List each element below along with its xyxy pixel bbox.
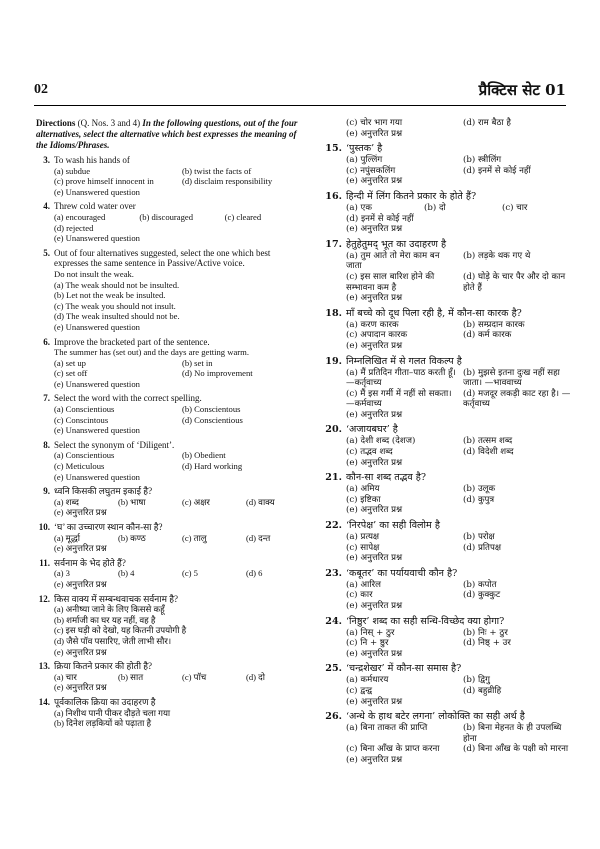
option: (b) तत्सम शब्द [463, 436, 513, 447]
question-number: 12. [38, 593, 50, 604]
option: (c) बिना आँख के प्राप्त करना [346, 744, 440, 755]
option: (e) Unanswered question [54, 471, 140, 482]
question-stem: Select the synonym of ‘Diligent’. [54, 439, 175, 450]
question-item [36, 337, 304, 390]
option: (d) The weak insulted should not be. [54, 311, 180, 322]
question-sentence: Do not insult the weak. [54, 268, 134, 279]
question-header [316, 616, 574, 628]
option: (b) दो [424, 202, 446, 213]
option: (a) एक [346, 202, 372, 213]
question-header [36, 522, 304, 533]
option: (a) अमिय [346, 484, 380, 495]
option: (c) Meticulous [54, 461, 105, 472]
option: (c) नि + ष्ठुर [346, 638, 389, 649]
options-grid [54, 672, 304, 693]
question-stem: ‘निरपेक्ष’ का सही विलोम है [346, 520, 440, 532]
options-grid [346, 155, 574, 187]
question-number: 17. [325, 238, 342, 250]
option: (d) प्रतिपक्ष [463, 542, 501, 553]
option: (d) इनमें से कोई नहीं [463, 165, 531, 176]
option: (c) prove himself innocent in [54, 176, 154, 187]
option: (e) अनुत्तरित प्रश्न [346, 601, 403, 611]
option: (c) इस साल बारिश होने की सम्भावना कम है [346, 271, 435, 293]
question-item [36, 440, 304, 482]
question-number: 20. [325, 424, 342, 436]
option: (e) अनुत्तरित प्रश्न [346, 224, 403, 235]
option: (b) द्विगु [463, 675, 490, 686]
option: (c) तद्भव शब्द [346, 447, 393, 458]
option: (a) करण कारक [346, 319, 399, 330]
options-grid [346, 723, 574, 765]
question-item [36, 522, 304, 554]
option: (a) तुम आते तो मेरा काम बन जाता [346, 250, 440, 272]
option: (d) 6 [246, 568, 263, 579]
question-header [316, 663, 574, 675]
option: (e) अनुत्तरित प्रश्न [346, 505, 403, 516]
question-header [36, 661, 304, 672]
question-header [36, 337, 304, 348]
option: (c) द्वन्द्व [346, 685, 373, 696]
option: (d) घोड़े के चार पैर और दो कान होते हैं [463, 271, 566, 293]
question-header [36, 201, 304, 212]
option: (d) disclaim responsibility [182, 176, 273, 187]
question-stem: पूर्वकालिक क्रिया का उदाहरण है [54, 696, 156, 707]
right-question-list [316, 143, 574, 765]
option: (b) दिनेश लड़कियों को पढ़ाता है [54, 718, 152, 729]
question-number: 22. [325, 520, 342, 532]
question-header [316, 356, 574, 368]
question-item [36, 486, 304, 518]
question-number: 9. [43, 486, 50, 497]
options-grid [346, 580, 574, 612]
question-item [316, 568, 574, 612]
question-number: 19. [325, 355, 342, 367]
option: (a) कर्मधारय [346, 675, 389, 686]
question-item [316, 239, 574, 304]
option: (b) कण्ठ [118, 532, 146, 543]
option: (c) पॉच [182, 671, 207, 682]
option: (e) अनुत्तरित प्रश्न [54, 682, 107, 693]
option: (e) अनुत्तरित प्रश्न [346, 648, 403, 659]
options-grid [54, 358, 304, 390]
option: (b) लड़के थक गए थे [463, 250, 531, 261]
option: (e) अनुत्तरित प्रश्न [54, 646, 107, 657]
options-grid [346, 118, 574, 139]
option: (b) निः + ठुर [463, 627, 508, 638]
question-number: 24. [325, 615, 342, 627]
option: (a) बिना ताकत की प्राप्ति [346, 723, 428, 734]
option: (b) उलूक [463, 484, 496, 495]
option: (c) set off [54, 368, 88, 379]
question-sentence: The summer has (set out) and the days are getting warm. [54, 347, 249, 358]
question-stem: माँ बच्चे को दूध पिला रही है, में कौन-सा कारक है? [346, 307, 522, 319]
option: (c) cleared [224, 211, 262, 222]
question-header [316, 308, 574, 320]
option: (c) तालु [182, 532, 207, 543]
option: (d) rejected [54, 222, 94, 233]
option: (a) मूर्द्धा [54, 532, 80, 543]
options-grid [346, 675, 574, 707]
options-grid [54, 533, 304, 554]
option: (a) देशी शब्द (देशज) [346, 436, 416, 447]
question-item [36, 661, 304, 693]
option: (e) अनुत्तरित प्रश्न [346, 340, 403, 351]
option: (d) निष्ठ् + उर [463, 638, 511, 649]
question-stem: हिन्दी में लिंग कितने प्रकार के होते हैं? [346, 190, 477, 202]
question-header [316, 711, 574, 723]
options-grid [346, 203, 574, 235]
question-number: 26. [325, 711, 342, 723]
option: (d) बिना आँख के पक्षी को मारना [463, 744, 569, 755]
option: (e) अनुत्तरित प्रश्न [346, 293, 403, 304]
option: (e) अनुत्तरित प्रश्न [346, 553, 403, 564]
question-header [36, 558, 304, 569]
question-number: 21. [325, 472, 342, 484]
question-stem: ‘चन्द्रशेखर’ में कौन-सा समास है? [346, 663, 462, 675]
option: (b) discouraged [139, 211, 194, 222]
option: (c) चोर भाग गया [346, 118, 403, 128]
options-grid [54, 497, 304, 518]
page-header [34, 80, 566, 102]
question-stem: To wash his hands of [54, 155, 130, 165]
option: (e) अनुत्तरित प्रश्न [54, 578, 107, 589]
option: (e) अनुत्तरित प्रश्न [346, 754, 403, 765]
question-stem: ‘घ’ का उच्चारण स्थान कौन-सा है? [54, 522, 163, 532]
option: (a) encouraged [54, 211, 106, 222]
question-header [36, 393, 304, 404]
question-item [316, 663, 574, 707]
option: (d) कर्म कारक [463, 330, 512, 341]
option: (c) अपादान कारक [346, 330, 408, 341]
option: (a) शब्द [54, 496, 79, 507]
option: (b) भाषा [118, 496, 146, 507]
option: (b) सात [118, 671, 144, 682]
directions [36, 118, 304, 151]
option: (d) इनमें से कोई नहीं [346, 213, 414, 224]
question-stem: सर्वनाम के भेद होते हैं? [54, 557, 126, 568]
question-item [36, 697, 304, 729]
header-rule [34, 105, 566, 106]
question-item [36, 248, 304, 333]
option: (d) दो [246, 671, 265, 682]
options-grid [346, 320, 574, 352]
option: (c) नपुंसकलिंग [346, 165, 396, 176]
option: (d) No improvement [182, 368, 253, 379]
option: (e) अनुत्तरित प्रश्न [346, 409, 403, 420]
options-grid [346, 484, 574, 516]
question-stem: Select the word with the correct spelling. [54, 393, 202, 404]
question-item [36, 393, 304, 435]
question-number: 16. [325, 190, 342, 202]
question-stem: Out of four alternatives suggested, select the one which best expresses the same sentence in Passive/Active voice. [54, 247, 271, 269]
options-grid [54, 404, 304, 436]
left-column [36, 118, 304, 733]
question-number: 11. [39, 557, 50, 568]
question-stem: ‘निष्ठुर’ शब्द का सही सन्धि-विच्छेद क्या होगा? [346, 615, 505, 627]
option: (d) Hard working [182, 461, 243, 472]
question-item [316, 191, 574, 235]
option: (c) चार [502, 202, 528, 213]
option: (a) अनीष्या जाने के लिए किससे कहूँ [54, 604, 165, 615]
option: (c) अक्षर [182, 496, 210, 507]
question-number: 18. [325, 307, 342, 319]
option: (d) विदेशी शब्द [463, 447, 514, 458]
question-item [316, 356, 574, 421]
option: (b) मुझसे इतना दुःख नहीं सहा जाता। —भाववाच्य [463, 367, 560, 389]
question-item [316, 308, 574, 352]
question-stem: ‘अन्धे के हाथ बटेर लगना’ लोकोक्ति का सही अर्थ है [346, 711, 525, 723]
options-grid [346, 628, 574, 660]
question-stem: Threw cold water over [54, 201, 136, 212]
question-header [316, 472, 574, 484]
option: (e) अनुत्तरित प्रश्न [54, 543, 107, 554]
question-stem: ‘पुस्तक’ है [346, 143, 383, 155]
question-header [316, 143, 574, 155]
question-header [36, 248, 304, 269]
question-number: 25. [325, 663, 342, 675]
option: (e) अनुत्तरित प्रश्न [54, 507, 107, 518]
question-number: 13. [38, 661, 50, 672]
question-item [316, 424, 574, 468]
options-grid [54, 212, 304, 244]
options-grid [54, 166, 304, 198]
question-stem: ‘अजायबघर’ है [346, 424, 398, 436]
question-header [36, 594, 304, 605]
option: (e) अनुत्तरित प्रश्न [346, 176, 403, 187]
left-question-list [36, 155, 304, 729]
question-item [36, 201, 304, 243]
question-header [316, 191, 574, 203]
right-column [316, 118, 574, 770]
option: (e) Unanswered question [54, 378, 140, 389]
options-grid [346, 532, 574, 564]
question-stem: ‘कबूतर’ का पर्यायवाची कौन है? [346, 567, 458, 579]
option: (b) 4 [118, 568, 135, 579]
option: (a) set up [54, 357, 86, 368]
question-number: 8. [43, 439, 50, 450]
options-grid [54, 450, 304, 482]
options-grid [346, 436, 574, 468]
option: (a) subdue [54, 165, 91, 176]
question-number: 15. [325, 143, 342, 155]
question-stem: क्रिया कितने प्रकार की होती है? [54, 661, 153, 672]
option: (d) मजदूर लकड़ी काट रहा है। —कर्तृवाच्य [463, 388, 571, 410]
option: (c) Conscintous [54, 414, 109, 425]
option: (d) कुक्कुट [463, 590, 501, 601]
question-header [316, 424, 574, 436]
question-number: 3. [43, 155, 50, 165]
directions-label: Directions [36, 118, 76, 128]
question-header [36, 697, 304, 708]
option: (b) शर्माजी का घर यह नहीं, वह है [54, 614, 156, 625]
option: (b) कपोत [463, 579, 497, 590]
option: (d) राम बैठा है [463, 118, 511, 128]
option: (b) set in [182, 357, 213, 368]
option: (d) जैसे पॉव पसारिए, जेती लाभी सौर। [54, 635, 172, 646]
page-title: प्रैक्टिस सेट 01 [478, 81, 566, 99]
option: (a) पुल्लिंग [346, 155, 383, 166]
option: (b) Conscientous [182, 404, 241, 415]
option: (c) कार [346, 590, 373, 601]
option: (b) twist the facts of [182, 165, 252, 176]
options-grid [346, 368, 574, 421]
question-number: 7. [43, 393, 50, 404]
option: (a) Conscientious [54, 450, 115, 461]
question-header [316, 520, 574, 532]
question-item [316, 143, 574, 187]
options-grid [54, 280, 304, 333]
option: (c) The weak you should not insult. [54, 300, 176, 311]
option: (d) दन्त [246, 532, 271, 543]
question-stem: निम्नलिखित में से गलत विकल्प है [346, 355, 462, 367]
option: (a) आरिल [346, 579, 381, 590]
option: (b) Obedient [182, 450, 226, 461]
option: (e) अनुत्तरित प्रश्न [346, 457, 403, 468]
option: (a) निस् + ठुर [346, 627, 395, 638]
option: (d) बहुव्रीहि [463, 685, 502, 696]
option: (b) सम्प्रदान कारक [463, 319, 525, 330]
question-number: 5. [43, 247, 50, 258]
question-stem: Improve the bracketed part of the sentence. [54, 336, 210, 347]
options-grid [54, 568, 304, 589]
option: (a) निशीथ पानी पीकर दौड़ते चला गया [54, 707, 171, 718]
option: (c) मैं इस गर्मी में नहीं सो सकता। —कर्मवाच्य [346, 388, 452, 410]
option: (e) अनुत्तरित प्रश्न [346, 128, 403, 139]
option: (e) Unanswered question [54, 186, 140, 197]
option: (b) स्त्रीलिंग [463, 155, 502, 166]
options-grid [346, 251, 574, 304]
option: (b) बिना मेहनत के ही उपलब्धि होना [463, 723, 562, 744]
question-item [36, 558, 304, 590]
directions-text: In the following questions, out of the four alternatives, select the alternative which best expresses the meaning of the Idioms/Phrases. [36, 118, 298, 150]
question-continued [316, 118, 574, 139]
question-stem: ध्वनि किसकी लघुतम इकाई है? [54, 486, 153, 497]
question-number: 23. [325, 567, 342, 579]
question-item [316, 711, 574, 765]
option: (d) Conscientious [182, 414, 243, 425]
question-number: 4. [43, 201, 50, 212]
question-number: 10. [38, 522, 50, 532]
option: (c) 5 [182, 568, 198, 579]
option: (d) वाक्य [246, 496, 275, 507]
question-item [36, 155, 304, 197]
question-number: 14. [38, 696, 50, 707]
question-stem: किस वाक्य में सम्बन्धवाचक सर्वनाम है? [54, 593, 179, 604]
option: (b) परोक्ष [463, 532, 495, 543]
option: (d) कुपुत्र [463, 494, 495, 505]
option: (b) Let not the weak be insulted. [54, 290, 166, 301]
option: (c) सापेक्ष [346, 542, 380, 553]
question-header [36, 486, 304, 497]
question-item [316, 616, 574, 660]
option: (a) मैं प्रतिदिन गीता–पाठ करती हूँ। —कर्तृवाच्य [346, 367, 456, 389]
option: (a) 3 [54, 568, 70, 579]
question-number: 6. [43, 336, 50, 347]
question-header [316, 239, 574, 251]
question-stem: हेतुहेतुमद् भूत का उदाहरण है [346, 238, 447, 250]
option: (e) अनुत्तरित प्रश्न [346, 696, 403, 707]
question-header [316, 568, 574, 580]
question-stem: कौन-सा शब्द तद्भव है? [346, 472, 426, 484]
option: (a) प्रत्यक्ष [346, 532, 380, 543]
question-item [316, 472, 574, 516]
option: (e) Unanswered question [54, 233, 140, 244]
directions-qnos: (Q. Nos. 3 and 4) [77, 118, 141, 128]
options-grid [54, 604, 304, 657]
question-header [36, 155, 304, 166]
option: (a) The weak should not be insulted. [54, 279, 180, 290]
option: (e) Unanswered question [54, 425, 140, 436]
question-header [36, 440, 304, 451]
options-grid [54, 708, 304, 729]
page-number: 02 [34, 82, 48, 97]
option: (e) Unanswered question [54, 321, 140, 332]
option: (a) Conscientious [54, 404, 115, 415]
option: (a) चार [54, 671, 77, 682]
option: (c) इस घड़ी को देखो, यह कितनी उपयोगी है [54, 625, 187, 636]
question-item [316, 520, 574, 564]
question-item [36, 594, 304, 658]
option: (c) इष्टिका [346, 494, 381, 505]
